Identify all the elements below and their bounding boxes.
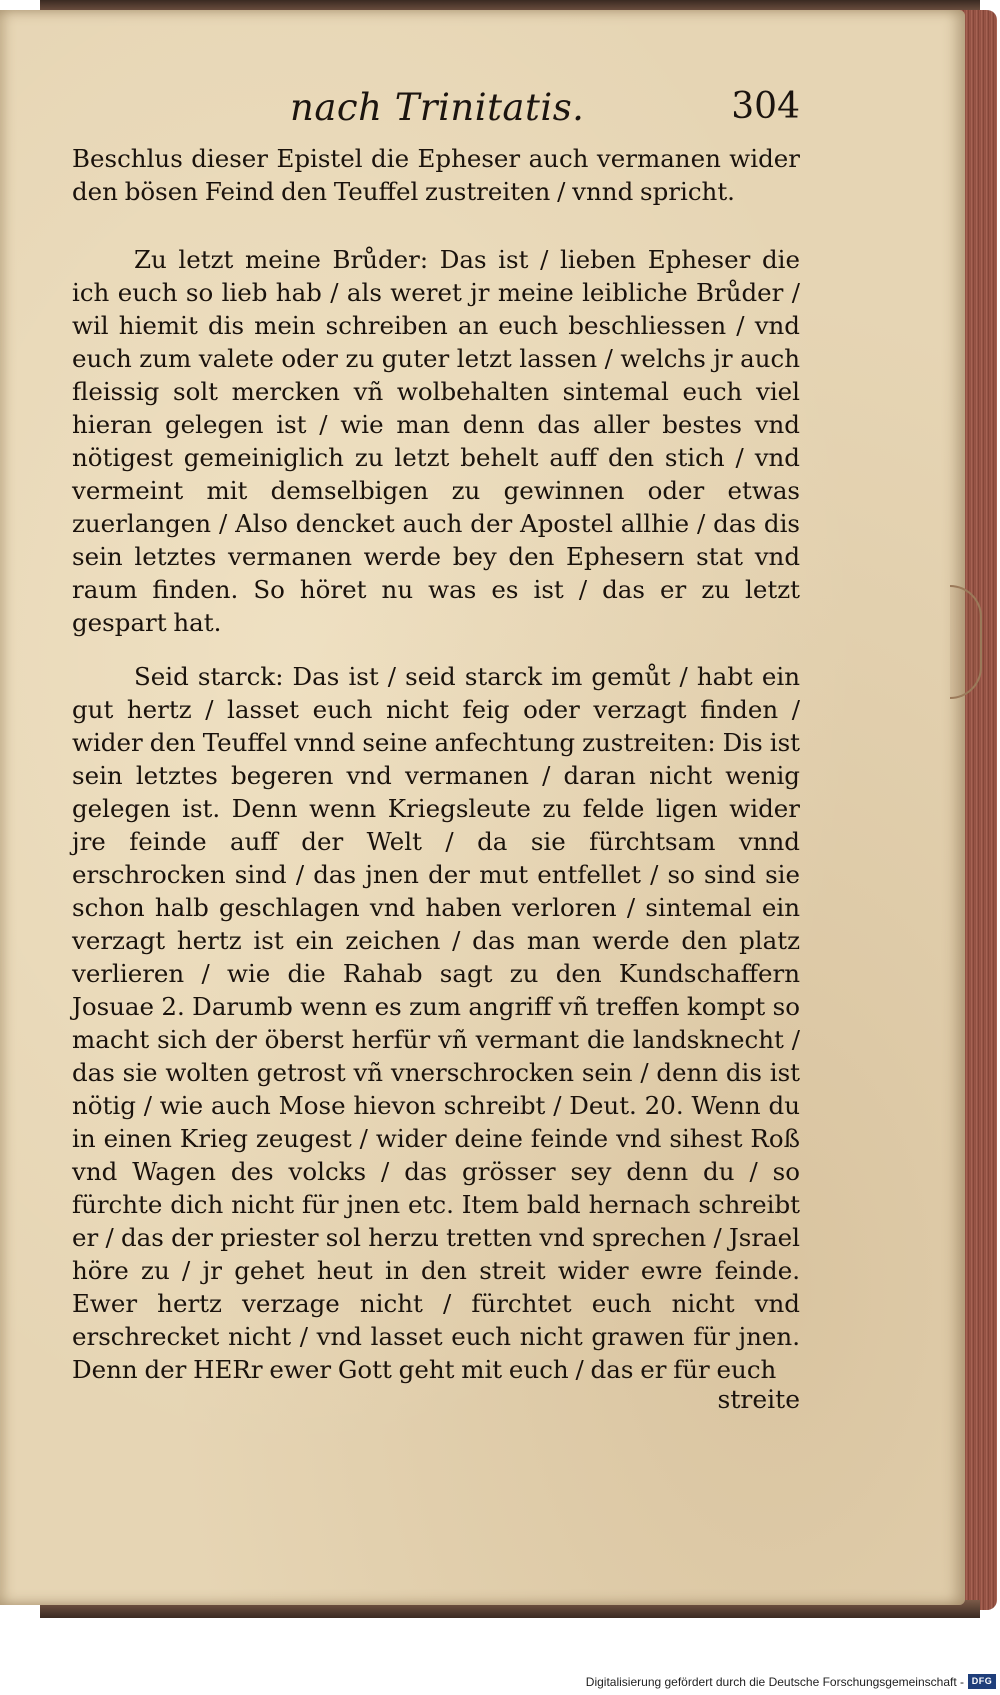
- page-number: 304: [731, 86, 800, 127]
- text-paragraph-2: Zu letzt meine Brůder: Das ist / lieben Epheser die ich euch so lieb hab / als weret jr meine leibliche Brůder / wil hiemit dis mein schreiben an euch beschliessen / vnd euch zum valete oder zu guter letzt lassen / welchs jr auch fleissig solt mercken vñ wolbehalten sintemal euch viel hieran gelegen ist / wie man denn das aller bestes vnd nötigest gemeiniglich zu letzt behelt auff den stich / vnd vermeint mit demselbigen zu gewinnen oder etwas zuerlangen / Also dencket auch der Apostel allhie / das dis sein letztes vermanen werde bey den Ephesern stat vnd raum finden. So höret nu was es ist / das er zu letzt gespart hat.: [72, 245, 800, 637]
- text-paragraph-3: Seid starck: Das ist / seid starck im gemůt / habt ein gut hertz / lasset euch nicht feig oder verzagt finden / wider den Teuffel vnnd seine anfechtung zustreiten: Dis ist sein letztes begeren vnd vermanen / daran nicht wenig gelegen ist. Denn wenn Kriegsleute zu felde ligen wider jre feinde auff der Welt / da sie fürchtsam vnnd erschrocken sind / das jnen der mut entfellet / so sind sie schon halb geschlagen vnd haben verloren / sintemal ein verzagt hertz ist ein zeichen / das man werde den platz verlieren / wie die Rahab sagt zu den Kundschaffern Josuae 2. Darumb wenn es zum angriff vñ treffen kompt so macht sich der öberst herfür vñ vermant die landsknecht / das sie wolten getrost vñ vnerschrocken sein / denn dis ist nötig / wie auch Mose hievon schreibt / Deut. 20. Wenn du in einen Krieg zeugest / wider deine feinde vnd sihest Roß vnd Wagen des volcks / das grösser sey denn du / so fürchte dich nicht für jnen etc. Item bald hernach schreibt er / das der priester sol herzu tretten vnd sprechen / Jsrael höre zu / jr gehet heut in den streit wider ewre feinde. Ewer hertz verzage nicht / fürchtet euch nicht vnd erschrecket nicht / vnd lasset euch nicht grawen für jnen. Denn der HERr ewer Gott geht mit euch / das er für euch: [72, 662, 800, 1384]
- digitization-credit-bar: [0, 1670, 1000, 1695]
- running-head: [70, 86, 800, 132]
- thumb-index-tab: [950, 585, 982, 699]
- dfg-logo-icon: DFG: [968, 1674, 996, 1689]
- funding-credit-text: Digitalisierung gefördert durch die Deutsche Forschungsgemeinschaft -: [585, 1675, 964, 1689]
- running-title: nach Trinitatis.: [290, 86, 585, 129]
- text-paragraph-1: Beschlus dieser Epistel die Epheser auch vermanen wider den bösen Feind den Teuffel zustreiten / vnnd spricht.: [72, 144, 800, 206]
- catchword: streite: [717, 1385, 800, 1414]
